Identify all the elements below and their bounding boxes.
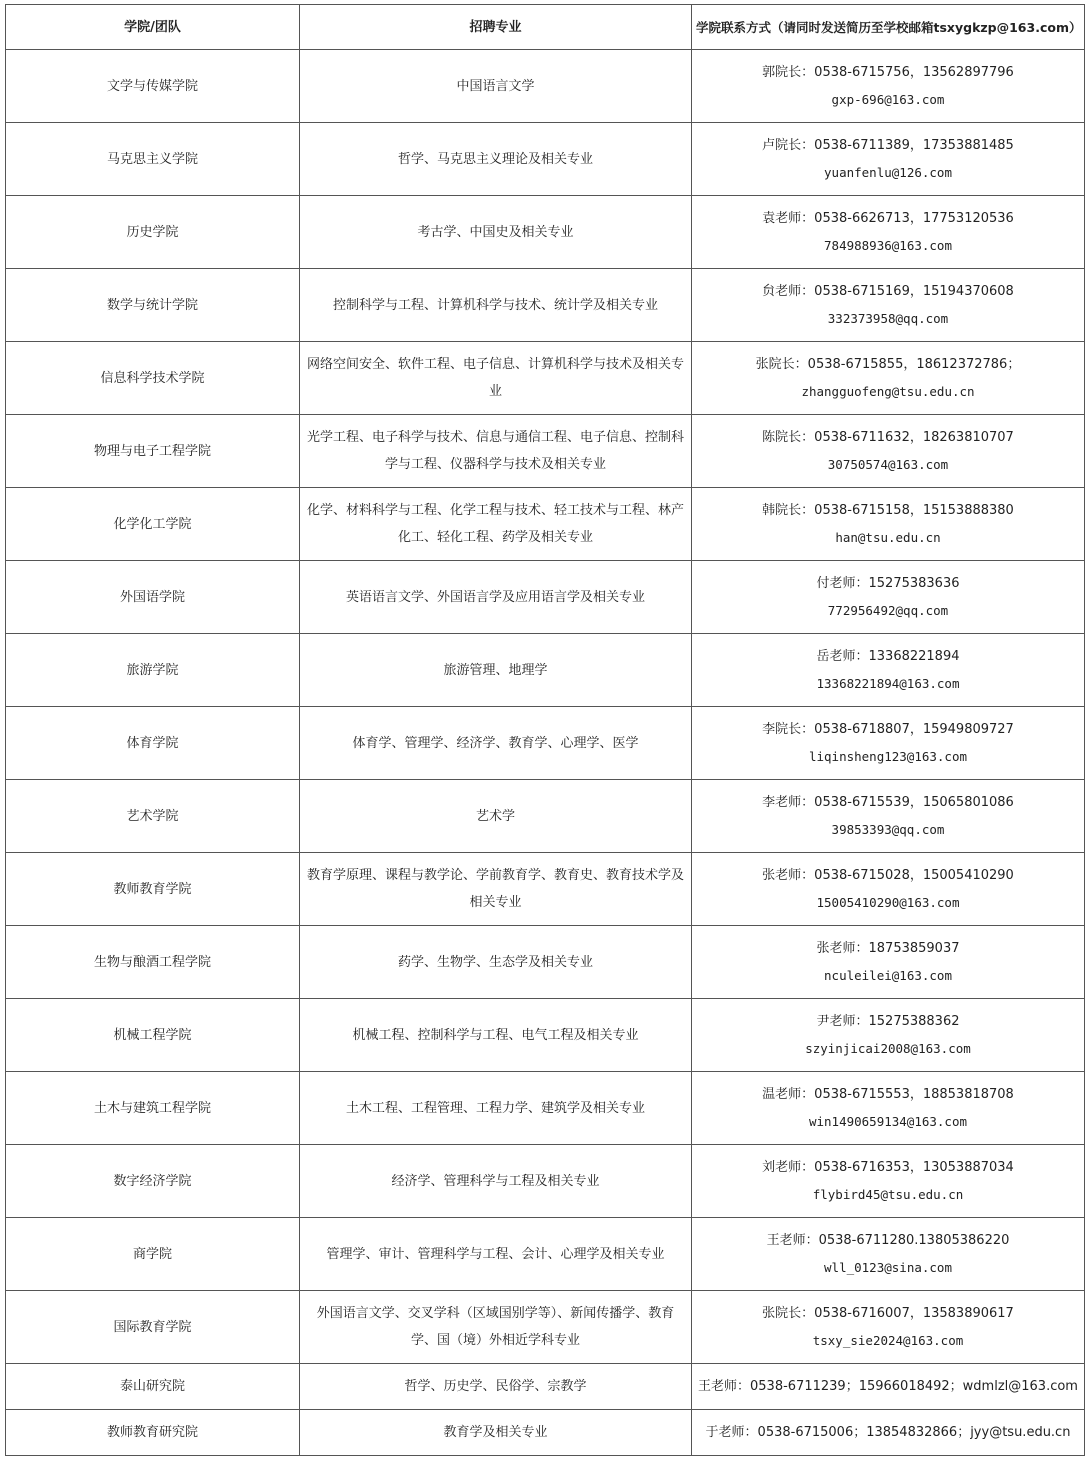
contact-cell: 于老师：0538-6715006；13854832866；jyy@tsu.edu.cn [692, 1410, 1085, 1456]
table-row [6, 1218, 1085, 1291]
major-cell: 光学工程、电子科学与技术、信息与通信工程、电子信息、控制科学与工程、仪器科学与技术及相关专业 [300, 415, 692, 488]
college-cell: 历史学院 [6, 196, 300, 269]
college-cell: 外国语学院 [6, 561, 300, 634]
contact-email[interactable]: 13368221894@163.com [816, 676, 960, 691]
contact-email[interactable]: szyinjicai2008@163.com [805, 1041, 971, 1056]
major-cell: 体育学、管理学、经济学、教育学、心理学、医学 [300, 707, 692, 780]
contact-cell [692, 196, 1085, 269]
major-cell: 网络空间安全、软件工程、电子信息、计算机科学与技术及相关专业 [300, 342, 692, 415]
college-cell: 国际教育学院 [6, 1291, 300, 1364]
major-cell: 哲学、历史学、民俗学、宗教学 [300, 1364, 692, 1410]
contact-cell: 王老师：0538-6711239；15966018492；wdmlzl@163.com [692, 1364, 1085, 1410]
header-major: 招聘专业 [300, 5, 692, 50]
table-row [6, 415, 1085, 488]
college-cell: 艺术学院 [6, 780, 300, 853]
recruitment-table-container [5, 4, 1084, 1456]
contact-cell [692, 488, 1085, 561]
table-row [6, 999, 1085, 1072]
contact-cell [692, 707, 1085, 780]
table-row [6, 853, 1085, 926]
table-row [6, 707, 1085, 780]
table-row [6, 50, 1085, 123]
contact-email[interactable]: tsxy_sie2024@163.com [812, 1333, 964, 1348]
contact-cell [692, 634, 1085, 707]
major-cell: 外国语言文学、交叉学科（区域国别学等）、新闻传播学、教育学、国（境）外相近学科专业 [300, 1291, 692, 1364]
college-cell: 泰山研究院 [6, 1364, 300, 1410]
college-cell: 土木与建筑工程学院 [6, 1072, 300, 1145]
table-row [6, 780, 1085, 853]
major-cell: 管理学、审计、管理科学与工程、会计、心理学及相关专业 [300, 1218, 692, 1291]
major-cell: 英语语言文学、外国语言学及应用语言学及相关专业 [300, 561, 692, 634]
college-cell: 文学与传媒学院 [6, 50, 300, 123]
contact-phone: 王老师：0538-6711280.13805386220 [766, 1233, 1010, 1248]
contact-phone: 岳老师：13368221894 [816, 649, 960, 664]
contact-phone: 贠老师：0538-6715169，15194370608 [762, 284, 1014, 299]
table-row [6, 634, 1085, 707]
college-cell: 物理与电子工程学院 [6, 415, 300, 488]
contact-phone: 张院长：0538-6715855，18612372786； [755, 357, 1021, 372]
contact-email[interactable]: 30750574@163.com [827, 457, 949, 472]
contact-email[interactable]: wll_0123@sina.com [824, 1260, 952, 1275]
table-row [6, 1364, 1085, 1410]
major-cell: 教育学原理、课程与教学论、学前教育学、教育史、教育技术学及相关专业 [300, 853, 692, 926]
table-row [6, 1291, 1085, 1364]
college-cell: 数学与统计学院 [6, 269, 300, 342]
contact-cell [692, 342, 1085, 415]
table-row [6, 926, 1085, 999]
contact-phone: 郭院长：0538-6715756，13562897796 [762, 65, 1014, 80]
contact-email[interactable]: 15005410290@163.com [816, 895, 960, 910]
contact-email[interactable]: nculeilei@163.com [824, 968, 952, 983]
major-cell: 化学、材料科学与工程、化学工程与技术、轻工技术与工程、林产化工、轻化工程、药学及相关专业 [300, 488, 692, 561]
contact-email[interactable]: liqinsheng123@163.com [808, 749, 968, 764]
contact-phone: 李院长：0538-6718807，15949809727 [762, 722, 1014, 737]
contact-email[interactable]: zhangguofeng@tsu.edu.cn [801, 384, 975, 399]
table-row [6, 488, 1085, 561]
contact-cell [692, 123, 1085, 196]
contact-email[interactable]: 784988936@163.com [824, 238, 952, 253]
major-cell: 中国语言文学 [300, 50, 692, 123]
contact-phone: 刘老师：0538-6716353，13053887034 [762, 1160, 1014, 1175]
college-cell: 旅游学院 [6, 634, 300, 707]
contact-cell [692, 1145, 1085, 1218]
contact-email[interactable]: win1490659134@163.com [808, 1114, 968, 1129]
contact-phone: 尹老师：15275388362 [816, 1014, 960, 1029]
contact-cell [692, 415, 1085, 488]
contact-cell [692, 853, 1085, 926]
recruitment-table [5, 4, 1085, 1456]
major-cell: 哲学、马克思主义理论及相关专业 [300, 123, 692, 196]
major-cell: 机械工程、控制科学与工程、电气工程及相关专业 [300, 999, 692, 1072]
contact-phone: 温老师：0538-6715553，18853818708 [762, 1087, 1014, 1102]
contact-email[interactable]: han@tsu.edu.cn [835, 530, 941, 545]
college-cell: 教师教育研究院 [6, 1410, 300, 1456]
contact-cell [692, 999, 1085, 1072]
college-cell: 生物与酿酒工程学院 [6, 926, 300, 999]
contact-cell [692, 1218, 1085, 1291]
college-cell: 商学院 [6, 1218, 300, 1291]
table-row [6, 342, 1085, 415]
major-cell: 考古学、中国史及相关专业 [300, 196, 692, 269]
major-cell: 药学、生物学、生态学及相关专业 [300, 926, 692, 999]
college-cell: 化学化工学院 [6, 488, 300, 561]
contact-phone: 韩院长：0538-6715158，15153888380 [762, 503, 1014, 518]
table-header-row [6, 5, 1085, 50]
header-contact: 学院联系方式（请同时发送简历至学校邮箱tsxygkzp@163.com） [692, 5, 1085, 50]
contact-phone: 陈院长：0538-6711632，18263810707 [762, 430, 1014, 445]
contact-email[interactable]: 772956492@qq.com [827, 603, 949, 618]
header-college: 学院/团队 [6, 5, 300, 50]
contact-phone: 付老师：15275383636 [816, 576, 960, 591]
major-cell: 旅游管理、地理学 [300, 634, 692, 707]
major-cell: 控制科学与工程、计算机科学与技术、统计学及相关专业 [300, 269, 692, 342]
contact-cell [692, 1072, 1085, 1145]
contact-cell [692, 926, 1085, 999]
college-cell: 教师教育学院 [6, 853, 300, 926]
table-row [6, 1145, 1085, 1218]
college-cell: 数字经济学院 [6, 1145, 300, 1218]
contact-cell [692, 50, 1085, 123]
contact-email[interactable]: flybird45@tsu.edu.cn [812, 1187, 964, 1202]
contact-cell [692, 780, 1085, 853]
table-body [6, 50, 1085, 1456]
table-row [6, 1072, 1085, 1145]
table-row [6, 269, 1085, 342]
contact-email[interactable]: yuanfenlu@126.com [824, 165, 952, 180]
contact-cell [692, 269, 1085, 342]
major-cell: 土木工程、工程管理、工程力学、建筑学及相关专业 [300, 1072, 692, 1145]
major-cell: 教育学及相关专业 [300, 1410, 692, 1456]
contact-email[interactable]: 39853393@qq.com [831, 822, 945, 837]
college-cell: 机械工程学院 [6, 999, 300, 1072]
contact-phone: 张老师：0538-6715028，15005410290 [762, 868, 1014, 883]
table-row [6, 196, 1085, 269]
contact-phone: 李老师：0538-6715539，15065801086 [762, 795, 1014, 810]
contact-cell [692, 561, 1085, 634]
table-row [6, 123, 1085, 196]
contact-email[interactable]: gxp-696@163.com [831, 92, 945, 107]
contact-cell [692, 1291, 1085, 1364]
contact-phone: 张院长：0538-6716007，13583890617 [762, 1306, 1014, 1321]
major-cell: 经济学、管理科学与工程及相关专业 [300, 1145, 692, 1218]
table-row [6, 561, 1085, 634]
contact-phone: 卢院长：0538-6711389，17353881485 [762, 138, 1014, 153]
contact-phone: 袁老师：0538-6626713，17753120536 [762, 211, 1014, 226]
college-cell: 信息科学技术学院 [6, 342, 300, 415]
table-row [6, 1410, 1085, 1456]
college-cell: 马克思主义学院 [6, 123, 300, 196]
college-cell: 体育学院 [6, 707, 300, 780]
contact-email[interactable]: 332373958@qq.com [827, 311, 949, 326]
major-cell: 艺术学 [300, 780, 692, 853]
contact-phone: 张老师：18753859037 [816, 941, 960, 956]
